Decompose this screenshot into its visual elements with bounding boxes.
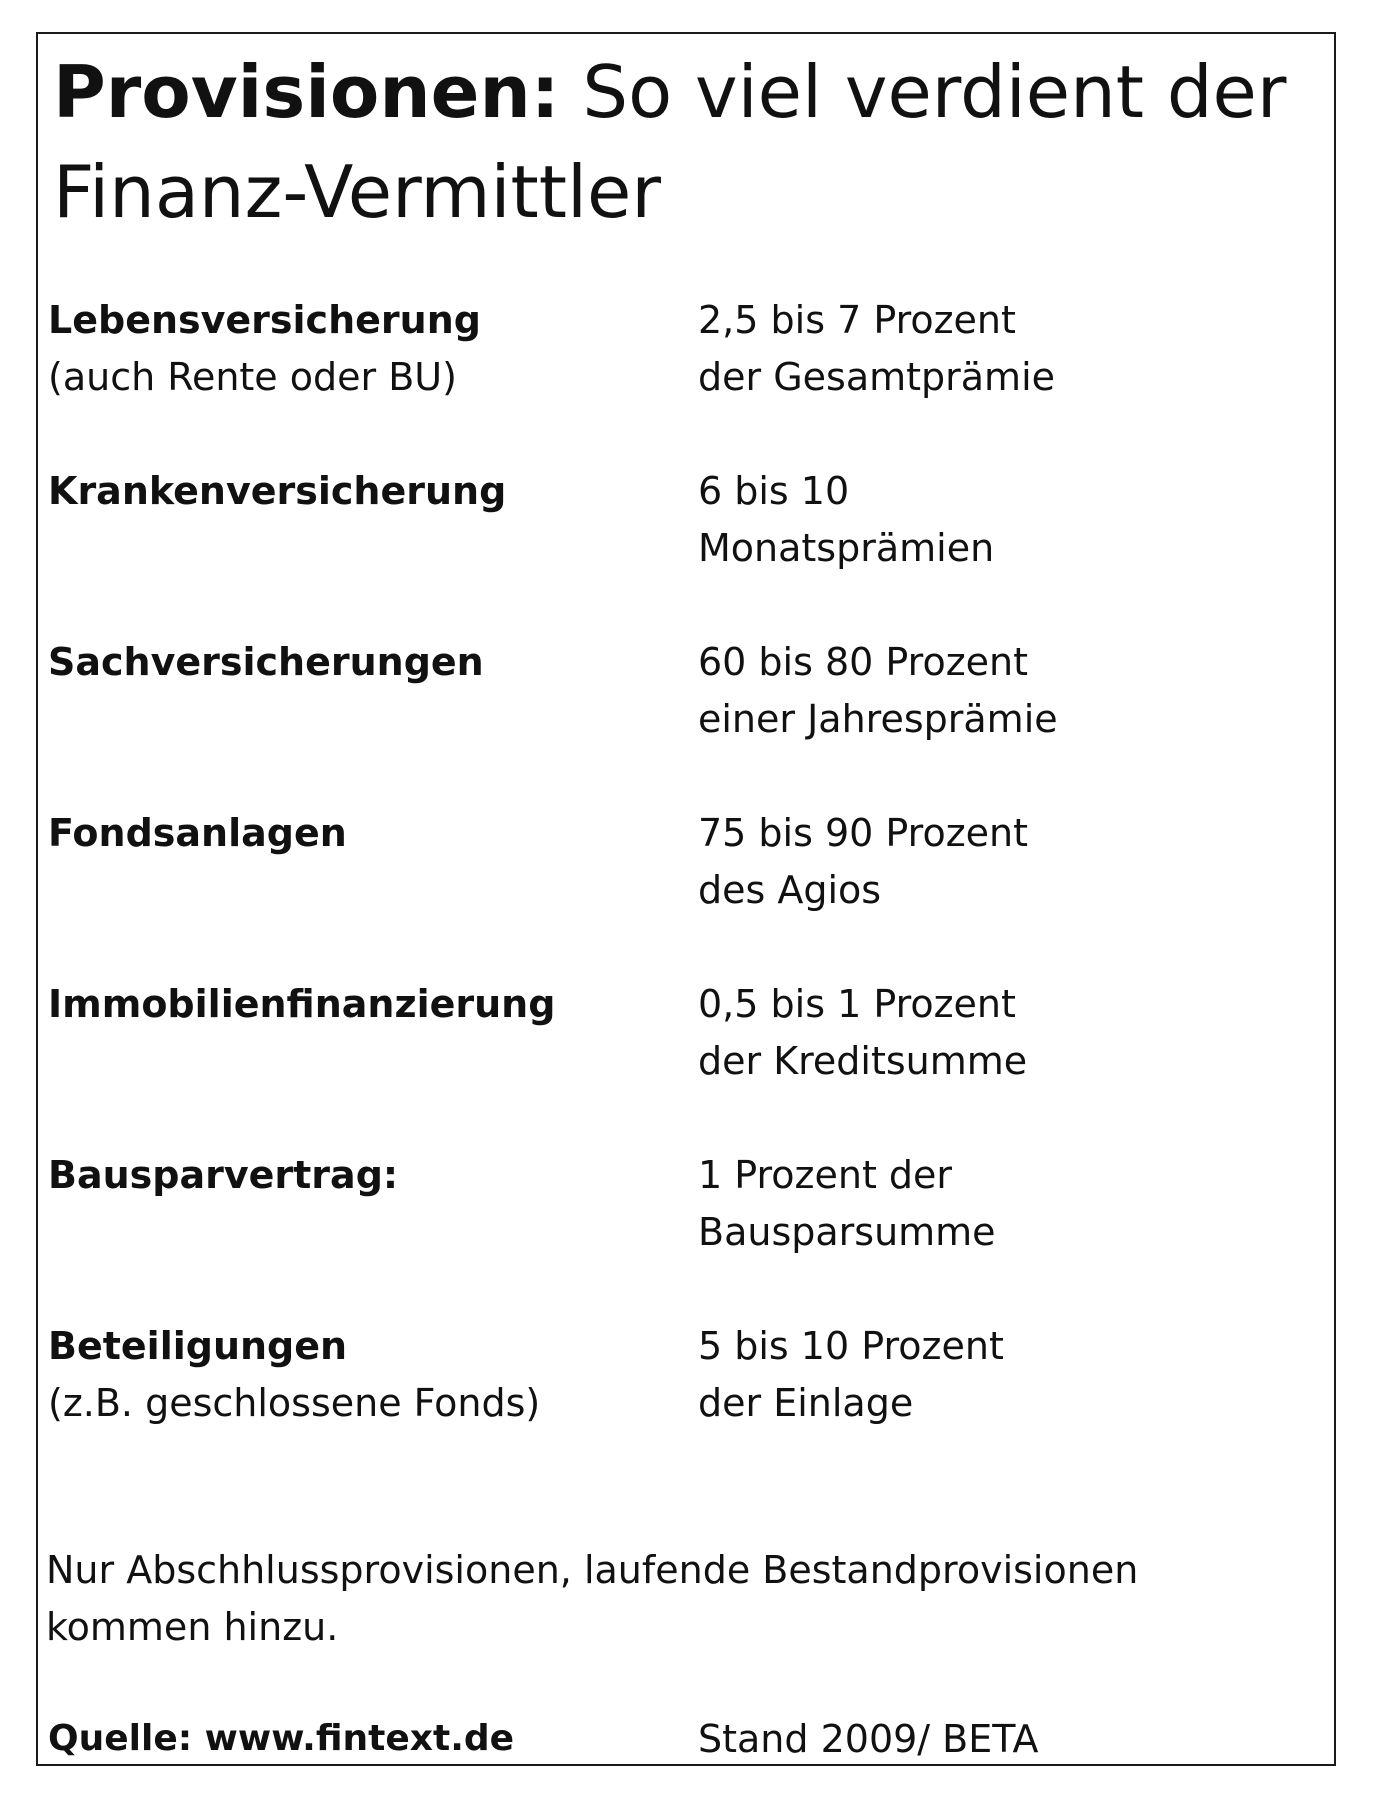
row-value-line1: 0,5 bis 1 Prozent	[698, 982, 1016, 1026]
row-label	[48, 292, 688, 406]
row-label	[48, 1147, 688, 1204]
row-label	[48, 805, 688, 862]
row-label-sub: (z.B. geschlossene Fonds)	[48, 1381, 541, 1425]
footnote	[46, 1542, 1326, 1656]
row-value	[698, 292, 1318, 406]
row-value	[698, 805, 1318, 919]
page-title	[53, 42, 1323, 242]
row-value-line2: der Gesamtprämie	[698, 355, 1056, 399]
row-value-line1: 1 Prozent der	[698, 1153, 953, 1197]
row-label	[48, 634, 688, 691]
row-value	[698, 634, 1318, 748]
row-value-line1: 75 bis 90 Prozent	[698, 811, 1029, 855]
row-value-line1: 2,5 bis 7 Prozent	[698, 298, 1016, 342]
row-value	[698, 1147, 1318, 1261]
row-label	[48, 463, 688, 520]
row-value-line2: der Einlage	[698, 1381, 914, 1425]
row-label-sub: (auch Rente oder BU)	[48, 355, 457, 399]
title-bold: Provisionen:	[53, 50, 560, 134]
row-value-line1: 5 bis 10 Prozent	[698, 1324, 1004, 1368]
row-value-line2: der Kreditsumme	[698, 1039, 1028, 1083]
row-value-line2: Bausparsumme	[698, 1210, 996, 1254]
row-label-main: Beteiligungen	[48, 1324, 348, 1368]
row-label	[48, 1318, 688, 1432]
source-credit: Quelle: www.fintext.de	[48, 1718, 515, 1759]
row-label-main: Immobilienfinanzierung	[48, 982, 556, 1026]
row-label-main: Bausparvertrag:	[48, 1153, 399, 1197]
title-normal: So viel verdient der Finanz-Vermittler	[53, 50, 1287, 234]
footnote-line1: Nur Abschhlussprovisionen, laufende Bestandprovisionen	[46, 1548, 1139, 1592]
stand-date: Stand 2009/ BETA	[698, 1717, 1039, 1761]
footnote-line2: kommen hinzu.	[46, 1605, 339, 1649]
row-value-line1: 6 bis 10	[698, 469, 850, 513]
row-value-line2: einer Jahresprämie	[698, 697, 1058, 741]
row-value	[698, 463, 1318, 577]
row-label-main: Lebensversicherung	[48, 298, 481, 342]
row-value-line1: 60 bis 80 Prozent	[698, 640, 1029, 684]
row-value-line2: des Agios	[698, 868, 882, 912]
row-label	[48, 976, 688, 1033]
row-value	[698, 976, 1318, 1090]
row-label-main: Sachversicherungen	[48, 640, 484, 684]
row-label-main: Krankenversicherung	[48, 469, 507, 513]
row-value	[698, 1318, 1318, 1432]
row-value-line2: Monatsprämien	[698, 526, 995, 570]
row-label-main: Fondsanlagen	[48, 811, 347, 855]
